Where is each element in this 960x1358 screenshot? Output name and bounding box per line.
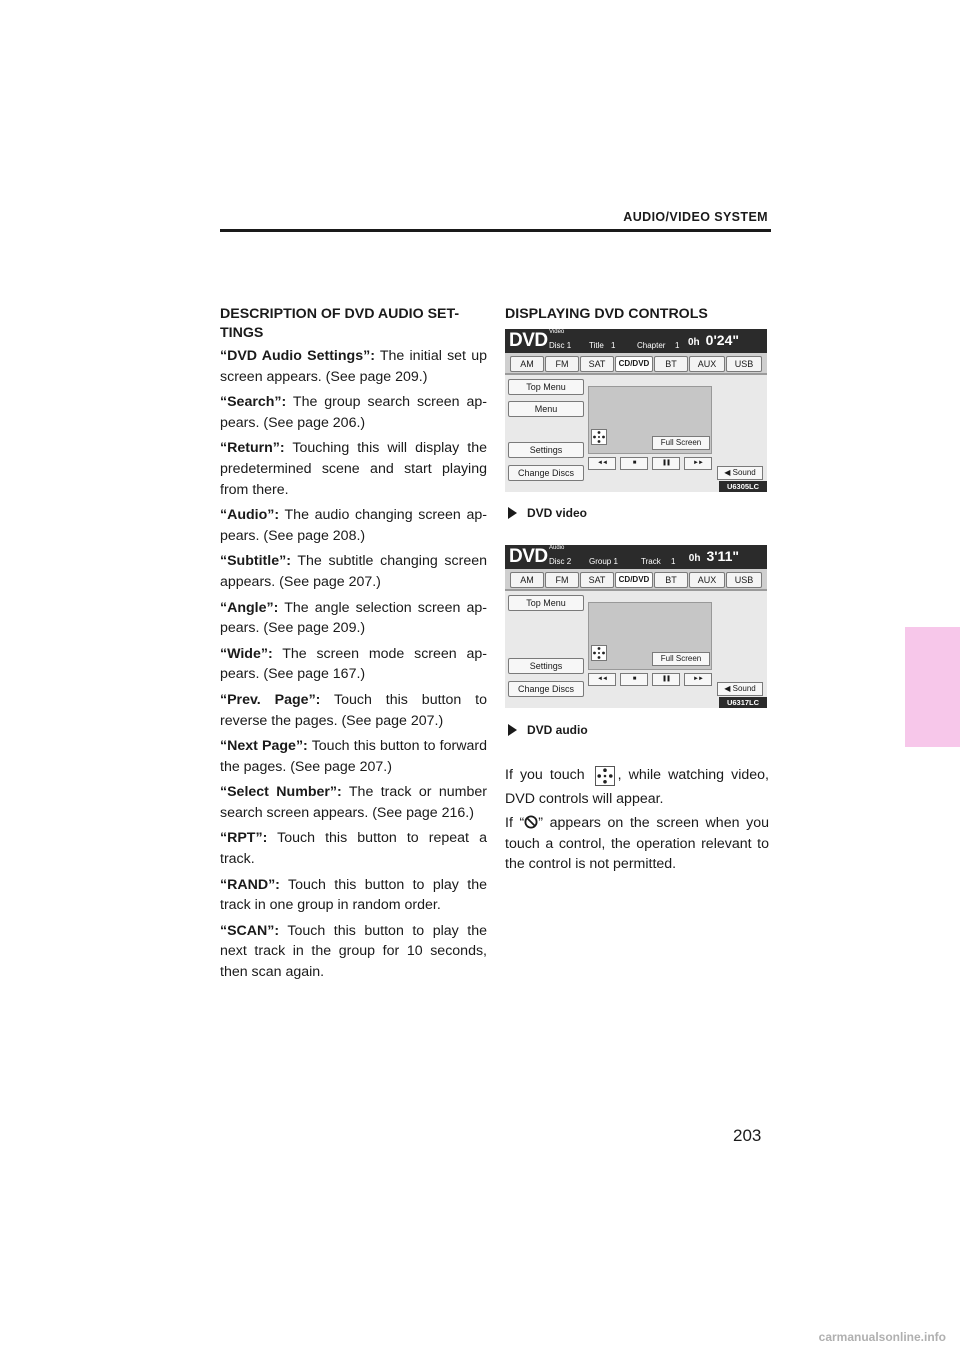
description-item: [220, 644, 487, 685]
item-desc: Touching this will display the predetermined scene and start playing from there.: [220, 440, 487, 498]
running-header: AUDIO/VIDEO SYSTEM: [623, 210, 768, 224]
pause-button[interactable]: ❚❚: [652, 457, 680, 470]
tab-usb[interactable]: USB: [726, 572, 762, 588]
bullet-triangle-icon: [508, 507, 517, 519]
description-item: [220, 875, 487, 916]
controls-paragraph: [505, 763, 769, 811]
caption-dvd-audio: [505, 723, 588, 737]
description-item: [220, 921, 487, 983]
item-desc: The audio changing screen ap- pears. (See page 208.): [220, 507, 487, 544]
change-discs-button[interactable]: Change Discs: [508, 681, 584, 697]
tab-fm[interactable]: FM: [545, 356, 579, 372]
rewind-button[interactable]: ◄◄: [588, 457, 616, 470]
description-item: [220, 346, 487, 387]
description-item: [220, 438, 487, 500]
tab-sat[interactable]: SAT: [580, 356, 614, 372]
sound-button[interactable]: [717, 466, 763, 480]
item-desc: The track or number search screen appears. (See page 216.): [220, 784, 488, 821]
tab-aux[interactable]: AUX: [689, 356, 725, 372]
header-rule: [220, 229, 771, 232]
item-desc: The angle selection screen ap- pears. (See page 209.): [220, 599, 487, 637]
change-discs-button[interactable]: Change Discs: [508, 465, 584, 481]
fast-forward-button[interactable]: ►►: [684, 673, 712, 686]
item-desc: Touch this button to play the next track in the group for 10 seconds, then scan again.: [220, 922, 487, 981]
source-tabs: [505, 353, 767, 375]
dvd-audio-screenshot: [505, 545, 767, 708]
prohibited-paragraph: [505, 813, 769, 875]
disc-label: Disc 2: [549, 557, 572, 566]
pause-button[interactable]: ❚❚: [652, 673, 680, 686]
para-text: If “: [505, 815, 525, 831]
item-term: “DVD Audio Settings”:: [220, 348, 375, 364]
description-item: [220, 392, 487, 433]
dvd-controls-section: [505, 305, 770, 324]
mode-tag: Video: [549, 329, 565, 335]
item-desc: The screen mode screen ap- pears. (See page 167.): [220, 645, 487, 683]
fast-forward-button[interactable]: ►►: [684, 457, 712, 470]
caption-text: DVD video: [527, 506, 588, 520]
item-term: “Search”:: [220, 394, 287, 411]
move-icon[interactable]: [591, 645, 607, 661]
chapter-number: 1: [675, 341, 680, 350]
description-item: [220, 736, 487, 777]
item-term: “Next Page”:: [220, 738, 308, 755]
item-term: “Return”:: [220, 440, 285, 457]
top-menu-button[interactable]: Top Menu: [508, 595, 584, 611]
stop-button[interactable]: ■: [620, 457, 648, 470]
image-code: U6317LC: [719, 697, 767, 708]
item-term: “Prev. Page”:: [220, 691, 321, 708]
caption-text: DVD audio: [527, 723, 588, 737]
elapsed-time: [688, 332, 739, 348]
elapsed-hours: 0h: [688, 553, 701, 564]
mode-tag: Audio: [549, 545, 565, 551]
section-tab: [905, 627, 960, 747]
tab-fm[interactable]: FM: [545, 572, 579, 588]
para-text: If you touch: [505, 767, 585, 783]
description-item: [220, 505, 487, 546]
page-number: 203: [733, 1126, 762, 1145]
para-text: ” appears on the screen when you touch a control, the operation relevant to the control is not permitted.: [505, 815, 769, 873]
item-desc: Touch this button to repeat a track.: [220, 830, 487, 868]
image-code: U6305LC: [719, 481, 767, 492]
item-term: “SCAN”:: [220, 922, 280, 939]
title-number: 1: [611, 341, 616, 350]
track-number: 1: [671, 557, 676, 566]
bullet-triangle-icon: [508, 724, 517, 736]
tab-am[interactable]: AM: [510, 356, 544, 372]
tab-bt[interactable]: BT: [654, 572, 688, 588]
dvd-audio-settings-section: [220, 305, 487, 988]
dvd-logo: DVD: [509, 546, 548, 567]
description-item: [220, 690, 487, 731]
sound-label: Sound: [732, 468, 756, 477]
item-desc: Touch this button to play the track in one group in random order.: [220, 876, 487, 914]
item-desc: The subtitle changing screen appears. (See page 207.): [220, 553, 487, 590]
chapter-label: Chapter: [637, 341, 666, 350]
item-term: “Audio”:: [220, 507, 280, 524]
item-desc: Touch this button to reverse the pages. (See page 207.): [220, 691, 487, 729]
elapsed-time: [689, 548, 739, 564]
section-title: DESCRIPTION OF DVD AUDIO SET-TINGS: [220, 306, 460, 341]
item-term: “Subtitle”:: [220, 553, 291, 570]
tab-cd-dvd[interactable]: CD/DVD: [615, 356, 653, 372]
para-text: , while watching video, DVD controls will appear.: [505, 767, 769, 807]
tab-sat[interactable]: SAT: [580, 572, 614, 588]
top-menu-button[interactable]: Top Menu: [508, 379, 584, 395]
group-label: Group 1: [589, 557, 618, 566]
sound-button[interactable]: [717, 682, 763, 696]
tab-aux[interactable]: AUX: [689, 572, 725, 588]
description-item: [220, 782, 487, 823]
caption-dvd-video: [505, 506, 587, 520]
tab-bt[interactable]: BT: [654, 356, 688, 372]
stop-button[interactable]: ■: [620, 673, 648, 686]
elapsed-minutes: 3'11": [706, 548, 739, 564]
move-icon[interactable]: [591, 429, 607, 445]
track-label: Track: [641, 557, 661, 566]
full-screen-button[interactable]: Full Screen: [652, 436, 710, 450]
item-term: “RAND”:: [220, 876, 280, 893]
move-icon: [595, 766, 615, 786]
item-term: “Wide”:: [220, 645, 273, 662]
item-term: “Angle”:: [220, 599, 279, 616]
item-term: “Select Number”:: [220, 784, 342, 801]
dvd-video-screenshot: [505, 329, 767, 492]
title-label: Title: [589, 341, 604, 350]
tab-am[interactable]: AM: [510, 572, 544, 588]
description-item: [220, 551, 487, 592]
sound-label: Sound: [732, 684, 756, 693]
section-title: DISPLAYING DVD CONTROLS: [505, 306, 708, 322]
speaker-icon: ◀: [724, 684, 731, 693]
dvd-logo: DVD: [509, 330, 548, 351]
tab-cd-dvd[interactable]: CD/DVD: [615, 572, 653, 588]
settings-button[interactable]: Settings: [508, 658, 584, 674]
prohibited-icon: [524, 815, 538, 829]
speaker-icon: ◀: [724, 468, 731, 477]
menu-button[interactable]: Menu: [508, 401, 584, 417]
full-screen-button[interactable]: Full Screen: [652, 652, 710, 666]
item-desc: The group search screen ap- pears. (See page 206.): [220, 394, 487, 431]
item-desc: The initial set up screen appears. (See page 209.): [220, 348, 487, 385]
watermark: carmanualsonline.info: [818, 1330, 946, 1344]
elapsed-minutes: 0'24": [705, 332, 739, 348]
rewind-button[interactable]: ◄◄: [588, 673, 616, 686]
elapsed-hours: 0h: [688, 337, 700, 348]
tab-usb[interactable]: USB: [726, 356, 762, 372]
description-item: [220, 828, 487, 869]
disc-label: Disc 1: [549, 341, 572, 350]
source-tabs: [505, 569, 767, 591]
settings-button[interactable]: Settings: [508, 442, 584, 458]
item-term: “RPT”:: [220, 830, 268, 847]
status-bar: [505, 545, 767, 569]
item-desc: Touch this button to forward the pages. (See page 207.): [220, 738, 487, 775]
status-bar: [505, 329, 767, 353]
description-item: [220, 598, 487, 639]
